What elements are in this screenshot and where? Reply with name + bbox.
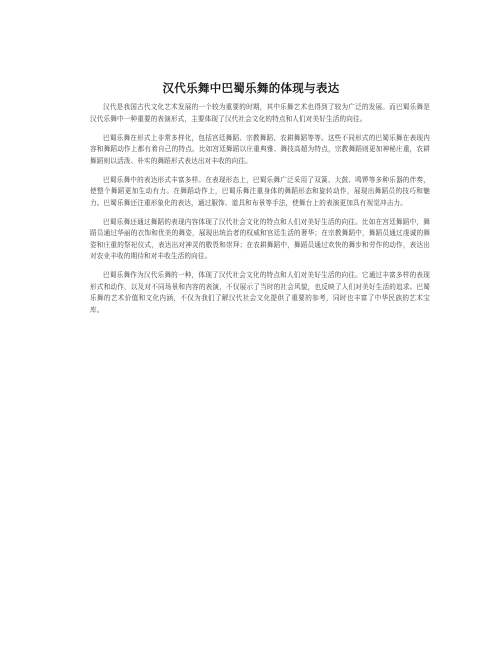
paragraph-forms: 巴蜀乐舞在形式上非常多样化，包括宫廷舞蹈、宗教舞蹈、农耕舞蹈等等。这些不同形式的巴蜀乐舞在表现内容和舞蹈动作上都有着自己的特点。比如宫廷舞蹈以庄重典雅、舞技高超为特点，宗教舞蹈则更加神秘庄重，农耕舞蹈则以活泼、朴实的舞蹈形式表达出对丰收的向往。 [90, 133, 430, 165]
paragraph-conclusion: 巴蜀乐舞作为汉代乐舞的一种，体现了汉代社会文化的特点和人们对美好生活的向往。它通过丰富多样的表现形式和动作，以及对不同场景和内容的表演，不仅展示了当时的社会风貌，也反映了人们对美好生活的追求。巴蜀乐舞的艺术价值和文化内涵，不仅为我们了解汉代社会文化提供了重要的参考，同时也丰富了中华民族的艺术宝库。 [90, 271, 430, 314]
document-title: 汉代乐舞中巴蜀乐舞的体现与表达 [162, 81, 340, 95]
paragraph-content: 巴蜀乐舞还通过舞蹈的表现内容体现了汉代社会文化的特点和人们对美好生活的向往。比如在宫廷舞蹈中，舞蹈员通过华丽的衣饰和优美的舞姿，展现出统治者的权威和宫廷生活的奢华；在宗教舞蹈中，舞蹈员通过虔诚的舞姿和庄重的祭祀仪式，表达出对神灵的敬畏和崇拜；在农耕舞蹈中，舞蹈员通过欢快的舞步和劳作的动作，表达出对农业丰收的期待和对丰收生活的向往。 [90, 217, 430, 260]
paragraph-intro: 汉代是我国古代文化艺术发展的一个较为重要的时期，其中乐舞艺术也得到了较为广泛的发展。而巴蜀乐舞是汉代乐舞中一种重要的表演形式，主要体现了汉代社会文化的特点和人们对美好生活的向往。 [90, 103, 430, 123]
paragraph-expression: 巴蜀乐舞中的表达形式丰富多样。在表现形态上，巴蜀乐舞广泛采用了双簧、大鼓、鸣锣等多种乐器的伴奏，使整个舞蹈更加生动有力。在舞蹈动作上，巴蜀乐舞注重身体的舞蹈形态和旋转动作，展现出舞蹈员的技巧和魅力。巴蜀乐舞还注重形象化的表达，通过服饰、道具和布景等手法，使舞台上的表演更加具有视觉冲击力。 [90, 175, 430, 207]
document-body [90, 102, 430, 324]
